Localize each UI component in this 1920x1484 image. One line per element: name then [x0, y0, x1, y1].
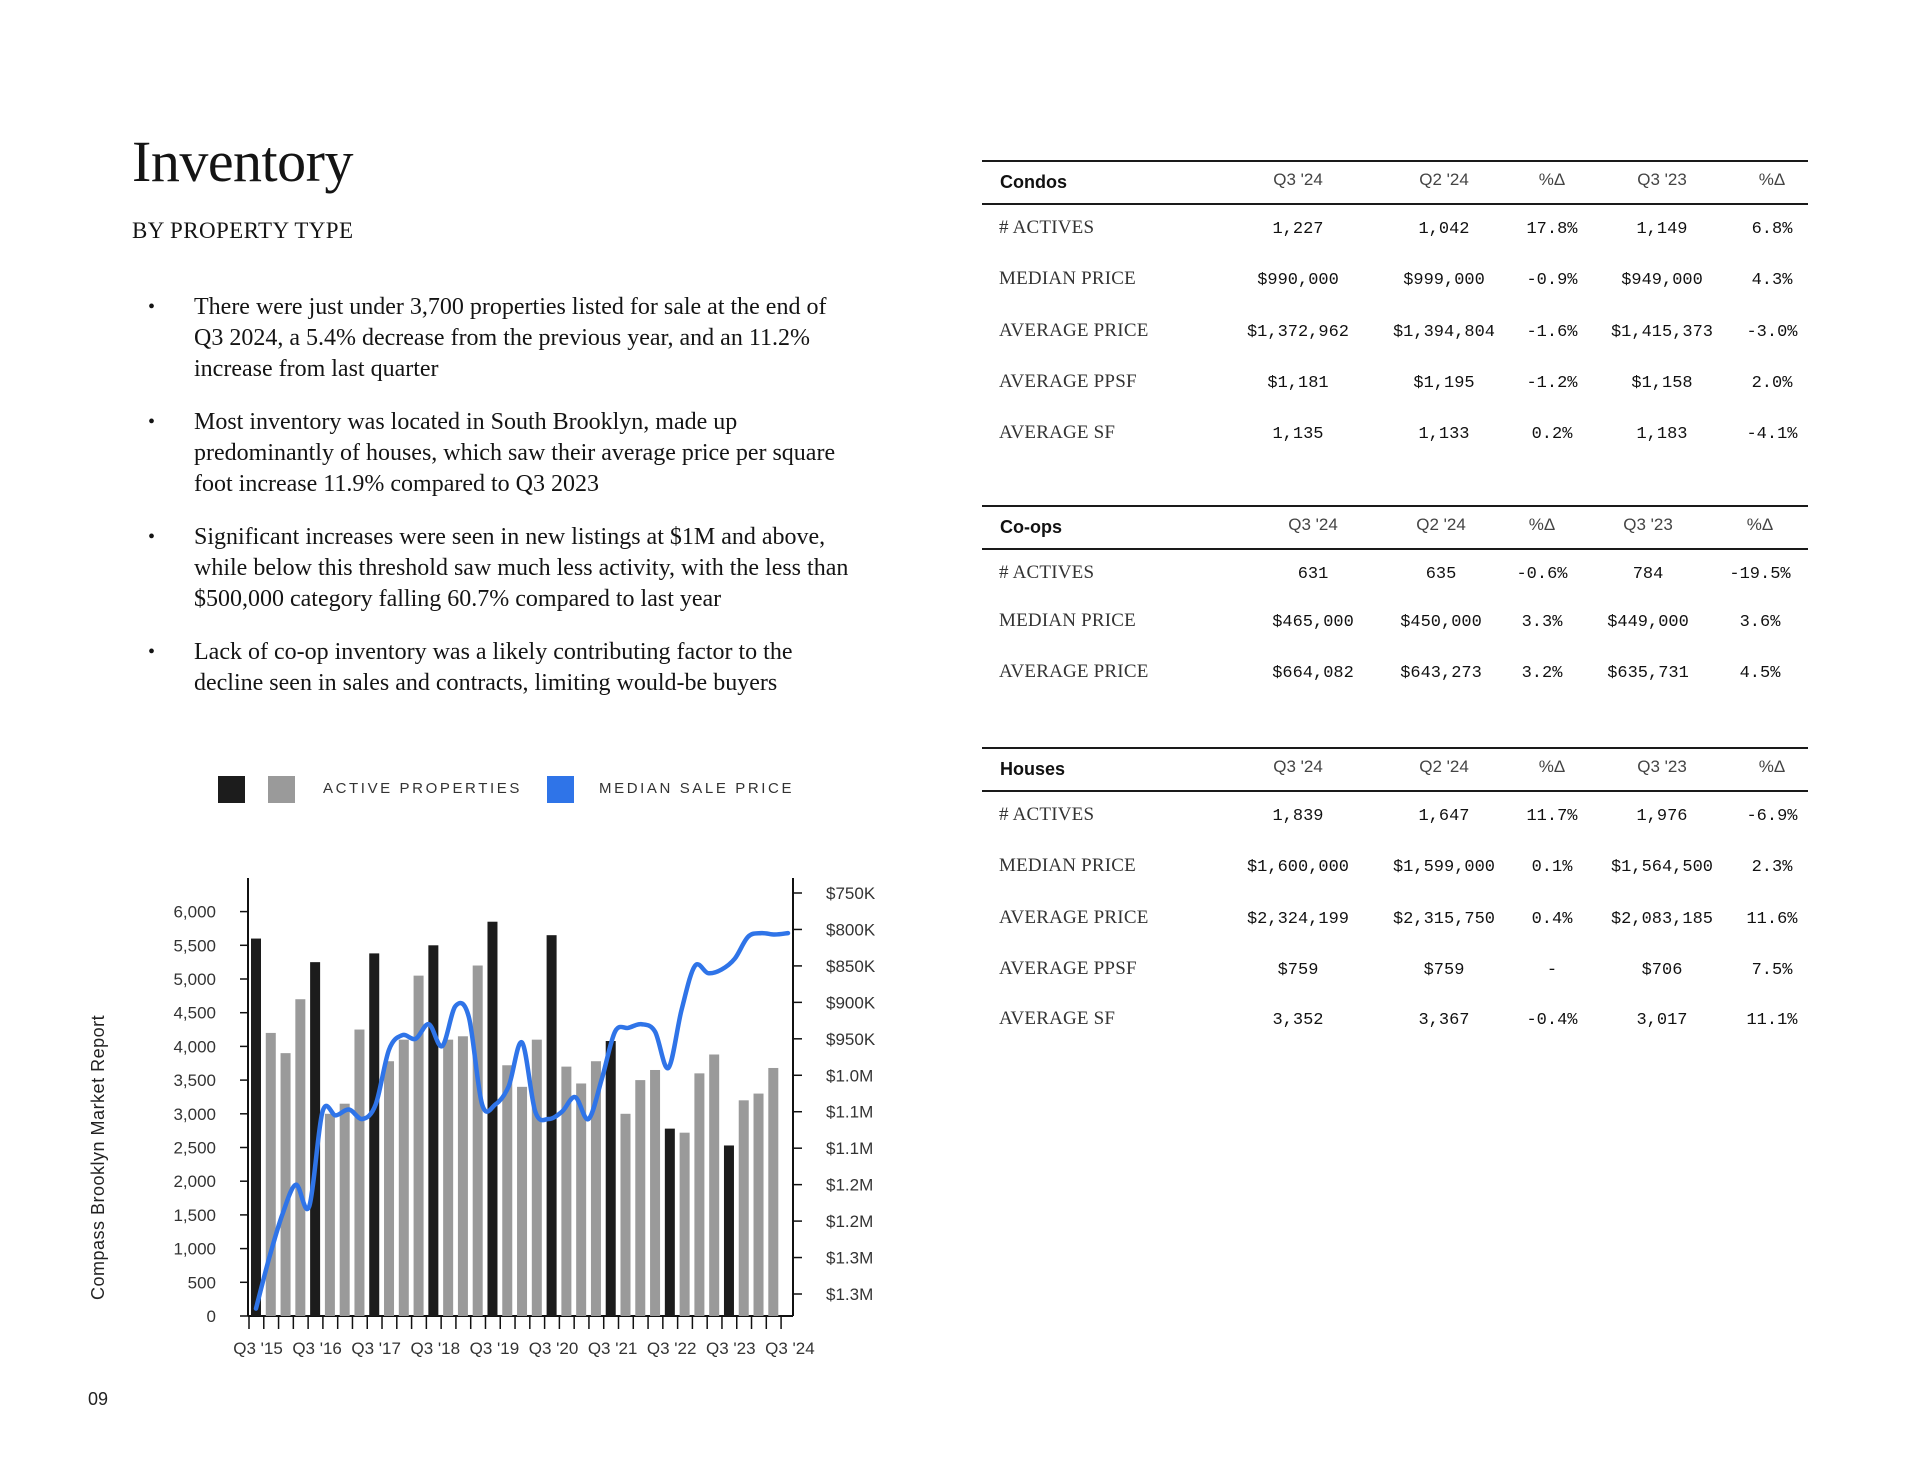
- table-cell: 3,352: [1272, 1011, 1324, 1030]
- table-cell: $1,158: [1631, 374, 1693, 393]
- bar: [281, 1053, 291, 1316]
- table-cell: $1,564,500: [1610, 858, 1714, 877]
- table-row-label: AVERAGE SF: [999, 422, 1116, 443]
- table-cell: -19.5%: [1729, 565, 1791, 584]
- bar-q3: [724, 1145, 734, 1316]
- table-cell: 3.6%: [1739, 613, 1781, 632]
- bullet-text: There were just under 3,700 properties listed for sale at the end of Q3 2024, a 5.4% decrease from the previous year, and an 11.2% increase from last quarter: [194, 294, 827, 382]
- table-cell: $635,731: [1607, 664, 1689, 683]
- table-cell: 1,227: [1272, 220, 1324, 239]
- table-cell: 3.3%: [1521, 613, 1563, 632]
- bullet-text: Significant increases were seen in new listings at $1M and above, while below this threshold saw much less activity, with the less than $500,000 category falling 60.7% compared to last year: [194, 524, 849, 612]
- right-axis-tick-label: $850K: [826, 956, 876, 976]
- table-cell: -4.1%: [1746, 425, 1798, 444]
- table-cell: $450,000: [1400, 613, 1482, 632]
- table-cell: 1,183: [1636, 425, 1688, 444]
- table-cell: 1,149: [1636, 220, 1688, 239]
- table-row-label: AVERAGE PRICE: [999, 907, 1149, 928]
- left-axis-tick-label: 1,500: [173, 1205, 216, 1225]
- table-title: Co-ops: [1000, 517, 1062, 537]
- table-header-cell: %Δ: [1758, 170, 1786, 189]
- inventory-chart: [0, 0, 900, 1380]
- table-cell: $1,195: [1413, 374, 1475, 393]
- table-cell: -0.6%: [1516, 565, 1568, 584]
- table-cell: $1,600,000: [1246, 858, 1350, 877]
- left-axis-tick-label: 6,000: [173, 902, 216, 922]
- table-rule-top: [982, 505, 1808, 507]
- table-cell: -: [1546, 961, 1558, 980]
- table-header-cell: %Δ: [1538, 757, 1566, 776]
- table-row-label: AVERAGE PPSF: [999, 958, 1137, 979]
- table-header-cell: %Δ: [1746, 515, 1774, 534]
- left-axis-tick-label: 0: [206, 1307, 216, 1326]
- bullet-dot: •: [148, 411, 156, 433]
- table-cell: $643,273: [1400, 664, 1482, 683]
- bar: [502, 1065, 512, 1316]
- table-cell: 1,135: [1272, 425, 1324, 444]
- bullet-text: Most inventory was located in South Brooklyn, made up predominantly of houses, which saw their average price per square foot increase 11.9% compared to Q3 2023: [194, 409, 836, 497]
- legend-label-active-properties: ACTIVE PROPERTIES: [323, 780, 522, 797]
- table-rule-header: [982, 790, 1808, 792]
- table-cell: -0.4%: [1526, 1011, 1578, 1030]
- table-cell: $990,000: [1257, 271, 1339, 290]
- table-header-cell: Q2 '24: [1419, 757, 1469, 776]
- page-title: Inventory: [132, 129, 353, 194]
- table-cell: 17.8%: [1526, 220, 1578, 239]
- table-cell: 0.1%: [1531, 858, 1573, 877]
- table-cell: -6.9%: [1746, 807, 1798, 826]
- table-header-cell: Q3 '23: [1623, 515, 1673, 534]
- table-cell: 1,133: [1418, 425, 1470, 444]
- page-subtitle: BY PROPERTY TYPE: [132, 218, 354, 243]
- table-cell: 11.1%: [1746, 1011, 1798, 1030]
- table-cell: 11.6%: [1746, 910, 1798, 929]
- table-row-label: # ACTIVES: [999, 804, 1095, 825]
- table-cell: 1,042: [1418, 220, 1470, 239]
- table-cell: 1,839: [1272, 807, 1324, 826]
- right-axis-tick-label: $800K: [826, 920, 876, 940]
- bullet-dot: •: [148, 641, 156, 663]
- table-rule-top: [982, 747, 1808, 749]
- table-cell: 631: [1297, 565, 1329, 584]
- bar: [635, 1080, 645, 1316]
- table-cell: 11.7%: [1526, 807, 1578, 826]
- x-axis-tick-label: Q3 '18: [410, 1339, 461, 1358]
- right-axis-tick-label: $950K: [826, 1029, 876, 1049]
- table-header-cell: Q3 '24: [1273, 757, 1323, 776]
- table-rule-header: [982, 548, 1808, 550]
- bullet-dot: •: [148, 526, 156, 548]
- bar: [325, 1114, 335, 1316]
- table-header-cell: %Δ: [1758, 757, 1786, 776]
- table-cell: 635: [1425, 565, 1457, 584]
- table-header-cell: Q3 '24: [1288, 515, 1338, 534]
- table-row-label: MEDIAN PRICE: [999, 855, 1136, 876]
- table-cell: 4.5%: [1739, 664, 1781, 683]
- table-cell: -1.2%: [1526, 374, 1578, 393]
- right-axis-tick-label: $1.1M: [826, 1102, 874, 1122]
- x-axis-tick-label: Q3 '23: [706, 1339, 756, 1358]
- x-axis-tick-label: Q3 '17: [351, 1339, 401, 1358]
- right-axis-tick-label: $750K: [826, 884, 876, 903]
- table-row-label: MEDIAN PRICE: [999, 268, 1136, 289]
- table-cell: 1,647: [1418, 807, 1470, 826]
- table-cell: 784: [1632, 565, 1664, 584]
- right-axis-tick-label: $1.3M: [826, 1285, 874, 1304]
- table-cell: 0.2%: [1531, 425, 1573, 444]
- bar: [621, 1114, 631, 1316]
- table-header-cell: Q2 '24: [1416, 515, 1466, 534]
- table-cell: 3,367: [1418, 1011, 1470, 1030]
- table-cell: -0.9%: [1526, 271, 1578, 290]
- table-header-cell: Q3 '23: [1637, 170, 1687, 189]
- bar: [517, 1087, 527, 1316]
- bar-q3: [606, 1041, 616, 1316]
- table-rule-top: [982, 160, 1808, 162]
- bar-q3: [251, 939, 261, 1316]
- bar: [473, 966, 483, 1316]
- bar: [709, 1054, 719, 1316]
- x-axis-tick-label: Q3 '15: [233, 1339, 283, 1358]
- bar: [384, 1061, 394, 1316]
- table-cell: $759: [1277, 961, 1319, 980]
- table-row-label: AVERAGE PRICE: [999, 661, 1149, 682]
- table-cell: $759: [1423, 961, 1465, 980]
- left-axis-tick-label: 5,000: [173, 970, 216, 989]
- table-cell: 3.2%: [1521, 664, 1563, 683]
- table-cell: $1,599,000: [1392, 858, 1496, 877]
- table-cell: 1,976: [1636, 807, 1688, 826]
- table-header-cell: %Δ: [1528, 515, 1556, 534]
- right-axis-tick-label: $1.1M: [826, 1139, 874, 1159]
- x-axis-tick-label: Q3 '21: [587, 1339, 638, 1358]
- table-cell: $1,415,373: [1610, 323, 1714, 342]
- bar: [680, 1133, 690, 1316]
- table-cell: $1,372,962: [1246, 323, 1350, 342]
- table-cell: $2,324,199: [1246, 910, 1350, 929]
- x-axis-tick-label: Q3 '24: [765, 1339, 815, 1358]
- bar: [354, 1030, 364, 1316]
- bar: [458, 1036, 468, 1316]
- table-row-label: AVERAGE SF: [999, 1008, 1116, 1029]
- table-cell: -3.0%: [1746, 323, 1798, 342]
- legend-label-median-sale-price: MEDIAN SALE PRICE: [599, 780, 795, 797]
- bar: [399, 1040, 409, 1316]
- bar: [443, 1040, 453, 1316]
- table-cell: 3,017: [1636, 1011, 1688, 1030]
- bullet-dot: •: [148, 296, 156, 318]
- x-axis-tick-label: Q3 '22: [646, 1339, 697, 1358]
- left-axis-tick-label: 5,500: [173, 936, 216, 956]
- table-title: Condos: [1000, 172, 1067, 192]
- table-header-cell: Q3 '24: [1273, 170, 1323, 189]
- table-row-label: # ACTIVES: [999, 217, 1095, 238]
- table-cell: $465,000: [1272, 613, 1354, 632]
- table-cell: $2,315,750: [1392, 910, 1496, 929]
- table-cell: $999,000: [1403, 271, 1485, 290]
- left-axis-tick-label: 3,000: [173, 1104, 216, 1124]
- bar: [532, 1040, 542, 1316]
- table-cell: $1,394,804: [1392, 323, 1496, 342]
- left-axis-tick-label: 2,500: [173, 1138, 216, 1158]
- bar: [650, 1070, 660, 1316]
- table-cell: $664,082: [1272, 664, 1354, 683]
- table-title: Houses: [1000, 759, 1066, 779]
- bar: [694, 1073, 704, 1316]
- table-cell: 2.3%: [1751, 858, 1793, 877]
- right-axis-tick-label: $900K: [826, 993, 876, 1013]
- table-cell: $949,000: [1621, 271, 1703, 290]
- bar: [340, 1104, 350, 1316]
- table-header-cell: Q2 '24: [1419, 170, 1469, 189]
- table-row-label: AVERAGE PPSF: [999, 371, 1137, 392]
- table-cell: 4.3%: [1751, 271, 1793, 290]
- left-axis-tick-label: 500: [187, 1273, 216, 1293]
- table-row-label: # ACTIVES: [999, 562, 1095, 583]
- right-axis-tick-label: $1.3M: [826, 1248, 874, 1268]
- bar-q3: [665, 1129, 675, 1316]
- right-axis-tick-label: $1.0M: [826, 1066, 874, 1086]
- left-axis-tick-label: 3,500: [173, 1071, 216, 1091]
- x-axis-tick-label: Q3 '19: [469, 1339, 520, 1358]
- bar: [739, 1100, 749, 1316]
- left-axis-tick-label: 4,500: [173, 1003, 216, 1023]
- bar-q3: [487, 922, 497, 1316]
- bar-q3: [547, 935, 557, 1316]
- table-cell: $449,000: [1607, 613, 1689, 632]
- bar: [754, 1094, 764, 1316]
- table-header-cell: Q3 '23: [1637, 757, 1687, 776]
- bullet-text: Lack of co-op inventory was a likely contributing factor to the decline seen in sales and contracts, limiting would-be buyers: [194, 639, 793, 696]
- x-axis-tick-label: Q3 '16: [292, 1339, 342, 1358]
- page-number: 09: [88, 1389, 109, 1409]
- table-header-cell: %Δ: [1538, 170, 1566, 189]
- left-axis-tick-label: 4,000: [173, 1037, 216, 1057]
- table-cell: -1.6%: [1526, 323, 1578, 342]
- bar-q3: [428, 945, 438, 1316]
- bar-q3: [369, 953, 379, 1316]
- table-cell: 6.8%: [1751, 220, 1793, 239]
- x-axis-tick-label: Q3 '20: [528, 1339, 579, 1358]
- table-cell: 2.0%: [1751, 374, 1793, 393]
- table-cell: $706: [1641, 961, 1683, 980]
- table-cell: $1,181: [1267, 374, 1329, 393]
- right-axis-tick-label: $1.2M: [826, 1175, 874, 1195]
- left-axis-tick-label: 2,000: [173, 1172, 216, 1192]
- table-row-label: AVERAGE PRICE: [999, 320, 1149, 341]
- left-axis-tick-label: 1,000: [173, 1239, 216, 1259]
- table-cell: 7.5%: [1751, 961, 1793, 980]
- bar: [768, 1068, 778, 1316]
- table-cell: $2,083,185: [1610, 910, 1714, 929]
- bar: [295, 999, 305, 1316]
- side-label: Compass Brooklyn Market Report: [88, 1014, 108, 1300]
- table-cell: 0.4%: [1531, 910, 1573, 929]
- table-row-label: MEDIAN PRICE: [999, 610, 1136, 631]
- right-axis-tick-label: $1.2M: [826, 1212, 874, 1232]
- table-rule-header: [982, 203, 1808, 205]
